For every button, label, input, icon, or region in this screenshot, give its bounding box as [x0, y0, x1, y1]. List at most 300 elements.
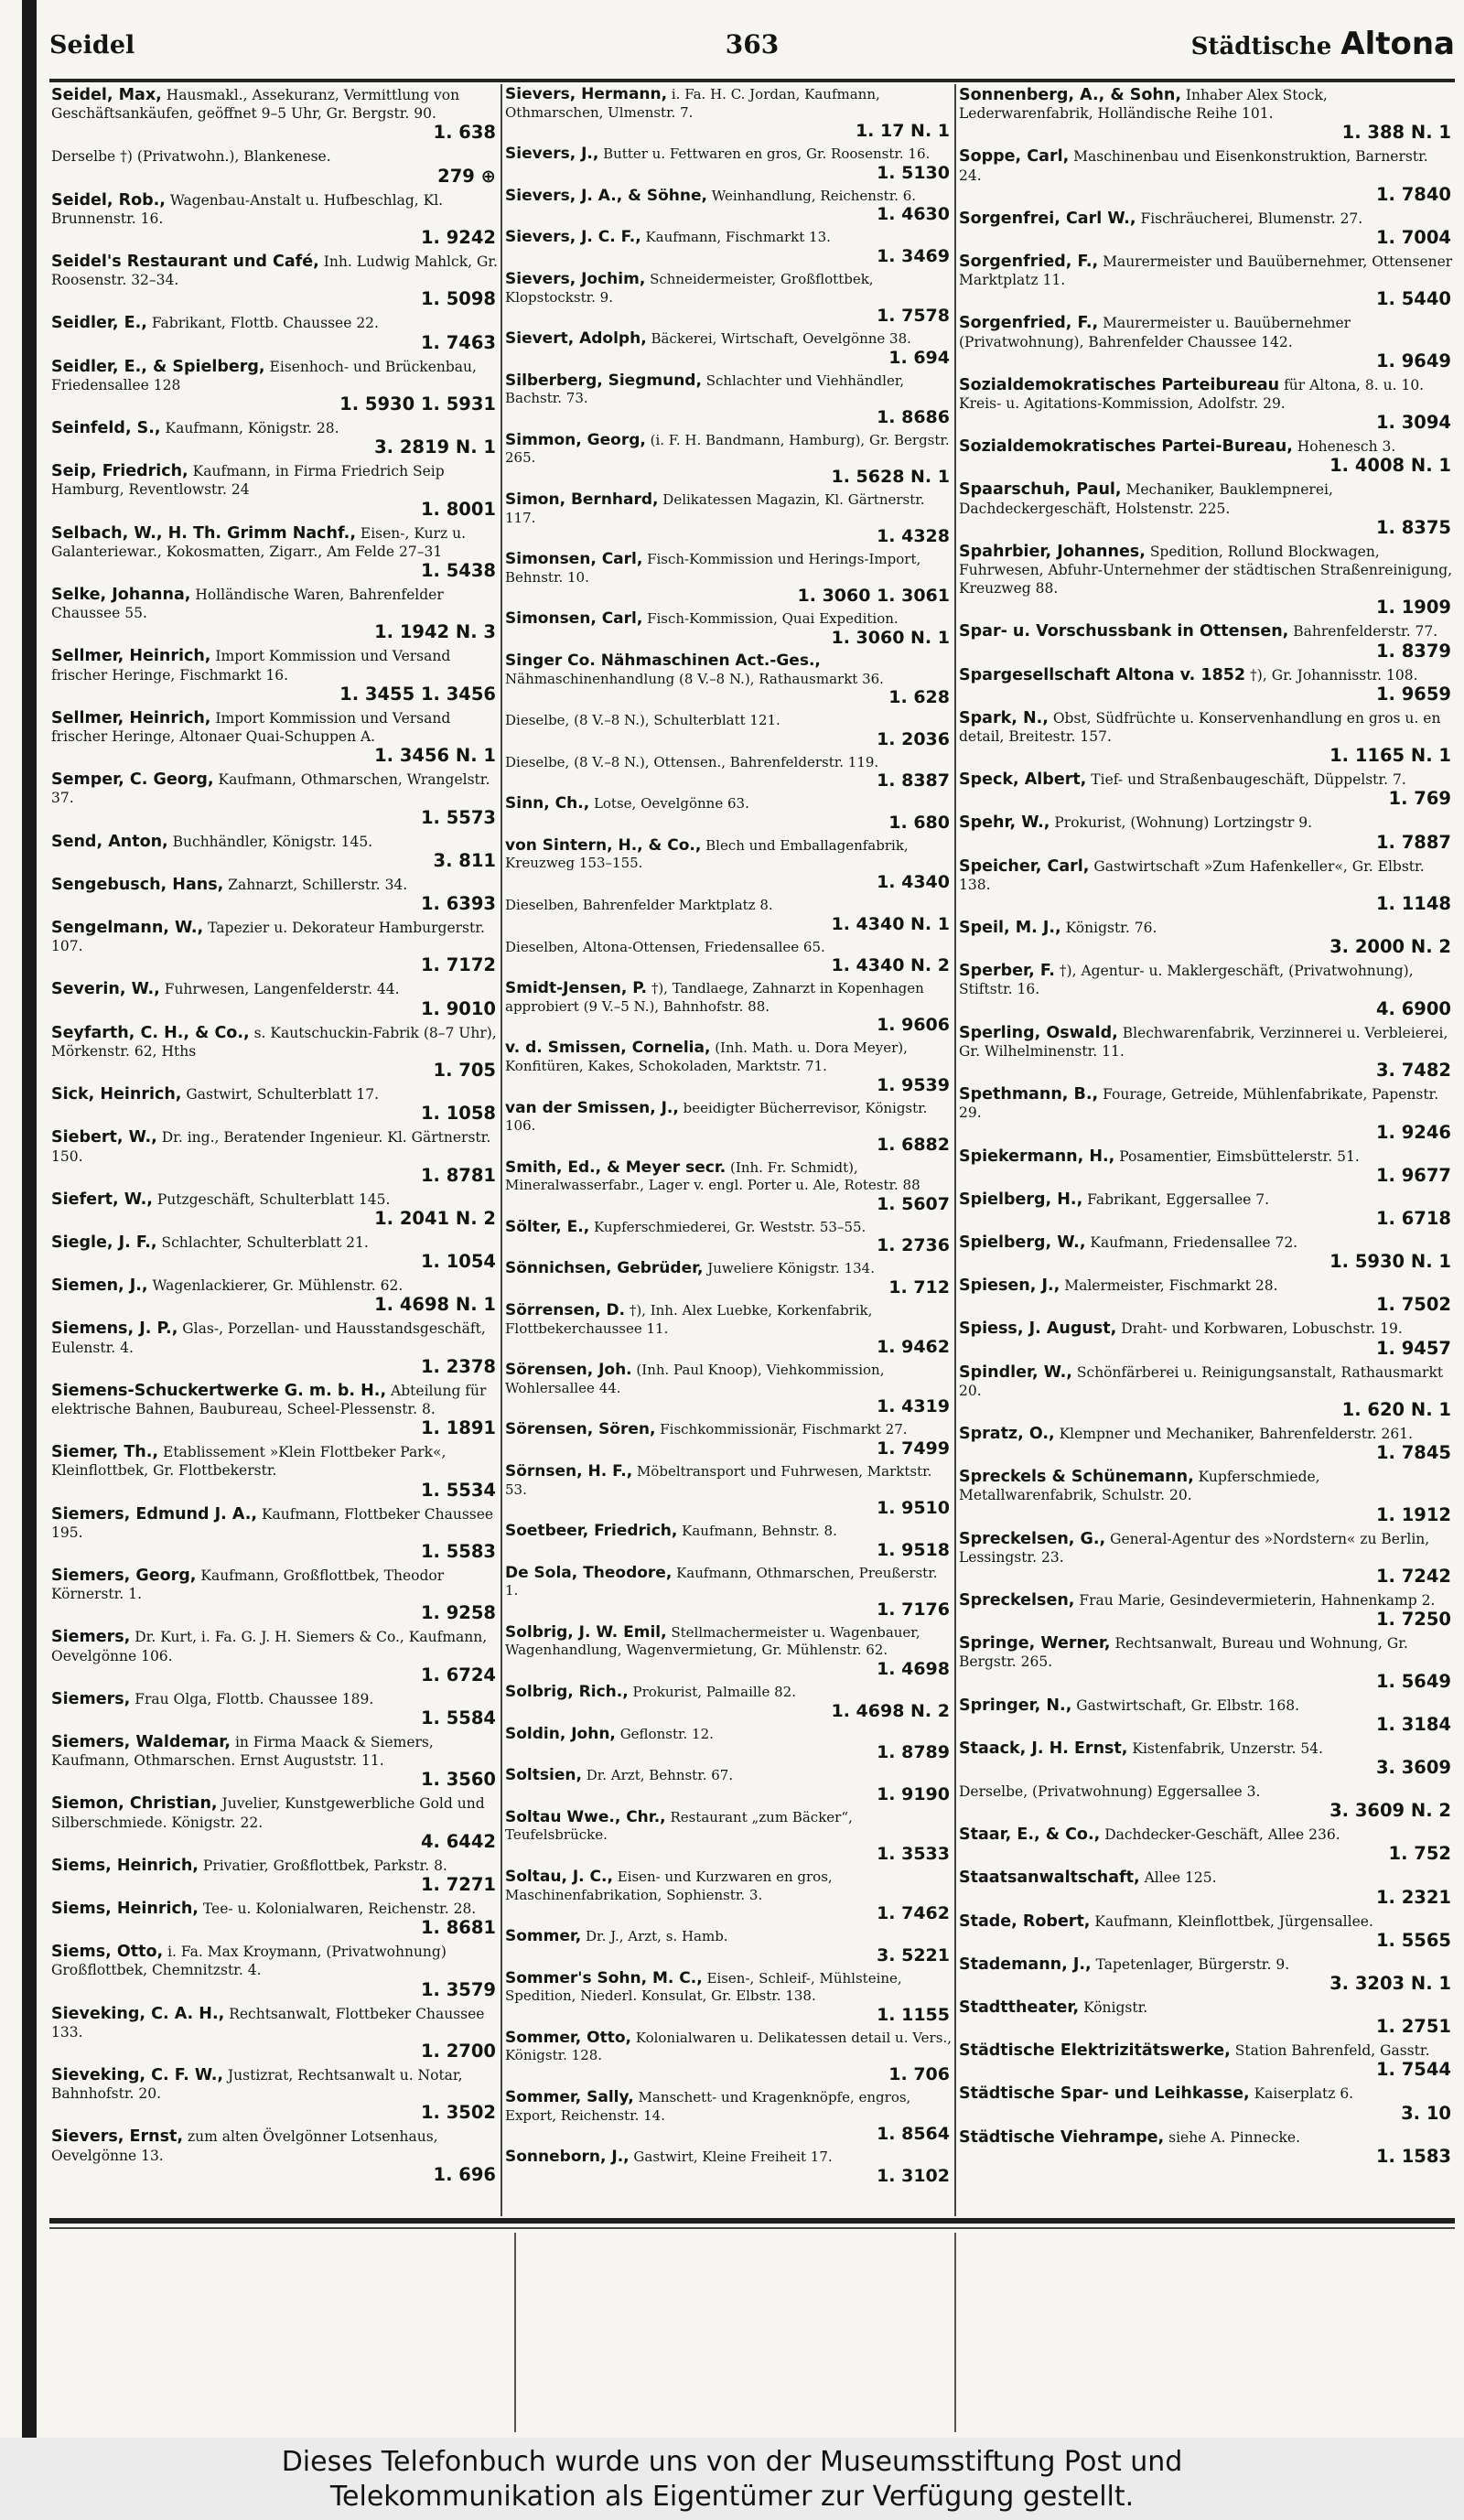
entry-name: Soetbeer, Friedrich,	[505, 1523, 678, 1541]
entry-name: Sieveking, C. F. W.,	[51, 2065, 223, 2084]
entry-detail: Dr. Kurt, i. Fa. G. J. H. Siemers & Co., Kaufmann, Oevelgönne 106.	[51, 1629, 488, 1664]
entry-phone-number: 1. 7242	[1375, 1565, 1451, 1587]
entry-detail: Dachdecker-Geschäft, Allee 236.	[1104, 1826, 1340, 1844]
directory-entry	[959, 480, 1455, 538]
entry-phone-number: 1. 1891	[420, 1417, 496, 1439]
entry-detail: Bäckerei, Wirtschaft, Oevelgönne 38.	[651, 330, 911, 348]
directory-entry	[51, 419, 500, 458]
entry-detail: Dieselben, Bahrenfelder Marktplatz 8.	[505, 897, 773, 913]
entry-phone-number: 1. 4630	[877, 204, 950, 225]
entry-name: Stadttheater,	[959, 1998, 1080, 2017]
entry-detail: General-Agentur des »Nordstern« zu Berlin, Lessingstr. 23.	[959, 1530, 1430, 1566]
entry-name: Sievers, J.,	[505, 145, 599, 164]
entry-detail: †), Inh. Alex Luebke, Korkenfabrik, Flottbekerchaussee 11.	[505, 1302, 873, 1337]
directory-entry	[505, 1767, 953, 1804]
entry-phone-number: 1. 5584	[420, 1707, 496, 1728]
entry-name: Siefert, W.,	[51, 1190, 153, 1209]
directory-entry	[505, 330, 953, 368]
entry-detail: Bahrenfelderstr. 77.	[1293, 623, 1438, 641]
entry-name: Solbrig, J. W. Emil,	[505, 1623, 667, 1642]
entry-name: Sommer's Sohn, M. C.,	[505, 1969, 703, 1987]
directory-entry	[959, 2084, 1455, 2123]
empty-column-divider	[954, 2233, 956, 2432]
entry-detail: Königstr.	[1083, 1998, 1148, 2016]
directory-entry	[959, 1634, 1455, 1692]
entry-phone-number: 1. 628	[888, 687, 950, 708]
entry-name: Spark, N.,	[959, 708, 1049, 727]
entry-name: Sellmer, Heinrich,	[51, 708, 211, 727]
entry-name: Siems, Otto,	[51, 1943, 164, 1962]
entry-phone-number: 1. 3579	[420, 1978, 496, 2000]
entry-detail: Maschinenbau und Eisenkonstruktion, Barnerstr. 24.	[959, 148, 1428, 184]
entry-detail: †), Agentur- u. Maklergeschäft, (Privatwohnung), Stiftstr. 16.	[959, 963, 1414, 998]
directory-entry	[959, 1591, 1455, 1630]
empty-column-divider	[514, 2233, 516, 2432]
entry-phone-number: 1. 7250	[1375, 1609, 1451, 1631]
directory-entry	[51, 1900, 500, 1938]
directory-entry	[51, 1233, 500, 1272]
entry-detail: Butter u. Fettwaren en gros, Gr. Roosenstr. 16.	[603, 145, 931, 163]
entry-detail: (i. F. H. Bandmann, Hamburg), Gr. Bergstr. 265.	[505, 431, 950, 467]
entry-phone-number: 1. 1942 N. 3	[374, 621, 496, 643]
entry-name: Spaarschuh, Paul,	[959, 480, 1122, 500]
entry-phone-number: 1. 9518	[877, 1539, 950, 1560]
entry-name: Spielberg, W.,	[959, 1233, 1086, 1252]
directory-entry	[51, 1733, 500, 1791]
entry-name: Seidler, E., & Spielberg,	[51, 357, 265, 376]
entry-detail: Fourage, Getreide, Mühlenfabrikate, Papenstr. 29.	[959, 1086, 1439, 1122]
directory-entry	[959, 813, 1455, 852]
entry-name: Spindler, W.,	[959, 1362, 1072, 1382]
directory-entry	[505, 1970, 953, 2026]
entry-detail: Gastwirtschaft »Zum Hafenkeller«, Gr. Elbstr. 138.	[959, 857, 1425, 893]
entry-phone-number: 1. 3102	[877, 2165, 950, 2186]
header-section	[1191, 26, 1455, 62]
directory-entry	[51, 462, 500, 520]
entry-phone-number: 1. 2736	[877, 1235, 950, 1256]
entry-name: Sievers, Jochim,	[505, 270, 646, 288]
entry-detail: s. Kautschuckin-Fabrik (8–7 Uhr), Mörkenstr. 62, Hths	[51, 1024, 497, 1060]
entry-phone-number: 1. 9457	[1375, 1337, 1451, 1359]
entry-phone-number: 1. 3533	[877, 1843, 950, 1864]
entry-name: Städtische Spar- und Leihkasse,	[959, 2084, 1250, 2104]
entry-name: Sengebusch, Hans,	[51, 875, 224, 894]
entry-detail: Schneidermeister, Großflottbek, Klopstockstr. 9.	[505, 270, 874, 306]
directory-entry	[959, 437, 1455, 476]
entry-phone-number: 3. 10	[1401, 2102, 1451, 2124]
entry-detail: Kaufmann, Othmarschen, Preußerstr. 1.	[505, 1564, 938, 1599]
entry-detail: Blech und Emballagenfabrik, Kreuzweg 153–155.	[505, 836, 909, 872]
entry-detail: Tapezier u. Dekorateur Hamburgerstr. 107.	[51, 920, 485, 955]
directory-entry	[959, 1085, 1455, 1143]
entry-detail: Gastwirtschaft, Gr. Elbstr. 168.	[1076, 1696, 1300, 1714]
header-rule	[49, 79, 1455, 82]
entry-phone-number: 1. 7502	[1375, 1294, 1451, 1316]
entry-name: Semper, C. Georg,	[51, 770, 214, 790]
entry-phone-number: 1. 5930 1. 5931	[339, 393, 496, 415]
directory-entry	[959, 1998, 1455, 2037]
directory-entry	[51, 770, 500, 828]
entry-name: Staar, E., & Co.,	[959, 1825, 1101, 1845]
entry-phone-number: 1. 8681	[420, 1917, 496, 1939]
entry-name: Simmon, Georg,	[505, 431, 646, 449]
entry-name: Sölter, E.,	[505, 1218, 590, 1236]
directory-entry	[505, 551, 953, 607]
entry-name: Simonsen, Carl,	[505, 610, 643, 629]
entry-name: Smidt-Jensen, P.	[505, 980, 648, 998]
directory-entry	[51, 1857, 500, 1895]
entry-phone-number: 1. 9010	[420, 997, 496, 1019]
entry-phone-number: 1. 4340	[877, 872, 950, 893]
entry-phone-number: 1. 8375	[1375, 516, 1451, 538]
entry-name: Sievers, J. A., & Söhne,	[505, 187, 707, 205]
directory-entry	[51, 253, 500, 310]
entry-name: Siebert, W.,	[51, 1128, 157, 1147]
directory-entry	[959, 210, 1455, 248]
entry-detail: Kaufmann, Othmarschen, Wrangelstr. 37.	[51, 771, 490, 807]
directory-entry	[959, 1233, 1455, 1272]
directory-entry	[51, 191, 500, 249]
directory-entry	[51, 1085, 500, 1124]
entry-phone-number: 3. 2000 N. 2	[1329, 936, 1451, 958]
entry-detail: Eisen-, Kurz u. Galanteriewar., Kokosmatten, Zigarr., Am Felde 27–31	[51, 524, 467, 560]
entry-name: Spehr, W.,	[959, 813, 1050, 833]
entry-detail: Holländische Waren, Bahrenfelder Chaussee 55.	[51, 587, 444, 622]
entry-phone-number: 1. 620 N. 1	[1341, 1398, 1451, 1420]
entry-name: Städtische Viehrampe,	[959, 2127, 1165, 2147]
entry-phone-number: 1. 5628 N. 1	[831, 467, 950, 488]
entry-phone-number: 1. 6724	[420, 1664, 496, 1685]
entry-phone-number: 1. 9190	[877, 1783, 950, 1804]
directory-entry	[51, 1443, 500, 1501]
entry-detail: Kaufmann, Kleinflottbek, Jürgensallee.	[1094, 1912, 1373, 1930]
directory-entry	[505, 1868, 953, 1924]
directory-entry	[959, 1696, 1455, 1735]
entry-name: Sozialdemokratisches Partei-Bureau,	[959, 437, 1293, 457]
entry-detail: Malermeister, Fischmarkt 28.	[1064, 1277, 1278, 1295]
entry-detail: Prokurist, (Wohnung) Lortzingstr 9.	[1054, 814, 1313, 832]
directory-entry	[51, 980, 500, 1018]
entry-phone-number: 1. 5583	[420, 1540, 496, 1562]
directory-entry	[51, 833, 500, 871]
entry-name: Sonnenberg, A., & Sohn,	[959, 86, 1181, 104]
entry-name: Spahrbier, Johannes,	[959, 542, 1146, 561]
entry-phone-number: 1. 7845	[1375, 1442, 1451, 1464]
entry-detail: Kupferschmiederei, Gr. Weststr. 53–55.	[593, 1218, 867, 1235]
header-first-entry: Seidel	[49, 31, 135, 59]
entry-name: Severin, W.,	[51, 980, 160, 999]
directory-entry	[51, 1690, 500, 1728]
directory-entry	[505, 1809, 953, 1865]
entry-phone-number: 1. 705	[433, 1060, 496, 1082]
directory-entry	[959, 1468, 1455, 1525]
entry-phone-number: 1. 4698 N. 2	[831, 1700, 950, 1721]
entry-detail: Klempner und Mechaniker, Bahrenfelderstr. 261.	[1059, 1425, 1414, 1442]
directory-entry	[505, 1159, 953, 1215]
entry-phone-number: 3. 2819 N. 1	[374, 436, 496, 458]
entry-name: Sörrensen, D.	[505, 1302, 626, 1319]
directory-entry	[51, 1943, 500, 2000]
directory-entry	[959, 857, 1455, 915]
entry-phone-number: 1. 4698 N. 1	[374, 1294, 496, 1316]
entry-name: Spargesellschaft Altona v. 1852	[959, 665, 1246, 684]
entry-name: Siemers, Georg,	[51, 1566, 197, 1585]
directory-entry	[51, 876, 500, 914]
entry-name: Seip, Friedrich,	[51, 462, 188, 481]
entry-phone-number: 1. 9659	[1375, 683, 1451, 705]
entry-detail: Posamentier, Eimsbüttelerstr. 51.	[1119, 1147, 1360, 1165]
entry-detail: Gastwirt, Schulterblatt 17.	[186, 1086, 380, 1104]
entry-detail: Kaufmann, Königstr. 28.	[165, 420, 339, 437]
entry-name: v. d. Smissen, Cornelia,	[505, 1039, 711, 1058]
entry-detail: Wagenlackierer, Gr. Mühlenstr. 62.	[152, 1277, 404, 1295]
directory-entry	[505, 897, 953, 934]
entry-name: Sozialdemokratisches Parteibureau	[959, 375, 1280, 394]
entry-phone-number: 1. 4340 N. 2	[831, 955, 950, 976]
entry-detail: Eisenhoch- und Brückenbau, Friedensallee 128	[51, 358, 477, 393]
directory-entry	[51, 1276, 500, 1315]
directory-entry	[51, 524, 500, 582]
entry-phone-number: 1. 3060 1. 3061	[797, 586, 950, 607]
directory-entry	[959, 1825, 1455, 1864]
directory-entry	[505, 652, 953, 708]
entry-phone-number: 1. 388 N. 1	[1341, 122, 1451, 144]
directory-entry	[505, 1523, 953, 1560]
entry-phone-number: 1. 7176	[877, 1599, 950, 1620]
entry-detail: Abteilung für elektrische Bahnen, Baubureau, Scheel-Plessenstr. 8.	[51, 1382, 487, 1417]
entry-name: Sievers, J. C. F.,	[505, 229, 641, 247]
entry-detail: Inhaber Alex Stock, Lederwarenfabrik, Holländische Reihe 101.	[959, 87, 1328, 123]
entry-detail: Dr. ing., Beratender Ingenieur. Kl. Gärtnerstr. 150.	[51, 1129, 491, 1165]
entry-name: Seyfarth, C. H., & Co.,	[51, 1023, 250, 1042]
directory-entry	[51, 647, 500, 705]
directory-entry	[505, 1463, 953, 1519]
entry-name: Sick, Heinrich,	[51, 1085, 182, 1104]
directory-entry	[505, 86, 953, 142]
entry-detail: Frau Marie, Gesindevermieterin, Hahnenkamp 2.	[1079, 1591, 1436, 1609]
entry-phone-number: 1. 3184	[1375, 1713, 1451, 1735]
entry-phone-number: 1. 6393	[420, 893, 496, 915]
entry-detail: †), Tandlaege, Zahnarzt in Kopenhagen approbiert (9 V.–5 N.), Bahnhofstr. 88.	[505, 980, 924, 1015]
header-section-sub: Städtische	[1190, 33, 1332, 60]
directory-entry	[959, 2128, 1455, 2167]
directory-entry	[959, 622, 1455, 661]
entry-phone-number: 1. 7544	[1375, 2059, 1451, 2081]
entry-name: Sievers, Ernst,	[51, 2127, 184, 2147]
entry-name: Sievert, Adolph,	[505, 330, 647, 349]
directory-entry	[505, 1726, 953, 1763]
entry-detail: Blechwarenfabrik, Verzinnerei u. Verbleierei, Gr. Wilhelminenstr. 11.	[959, 1024, 1448, 1060]
directory-entry	[959, 1782, 1455, 1821]
entry-name: Speil, M. J.,	[959, 919, 1061, 938]
entry-phone-number: 1. 7887	[1375, 831, 1451, 853]
entry-name: Send, Anton,	[51, 832, 168, 851]
entry-name: Städtische Elektrizitätswerke,	[959, 2041, 1231, 2061]
entry-detail: Rechtsanwalt, Bureau und Wohnung, Gr. Bergstr. 265.	[959, 1635, 1408, 1671]
entry-phone-number: 1. 2321	[1375, 1886, 1451, 1908]
entry-phone-number: 1. 2378	[420, 1355, 496, 1377]
entry-name: Seidler, E.,	[51, 314, 147, 333]
entry-name: Sommer,	[505, 1928, 582, 1946]
directory-entry	[51, 86, 500, 144]
entry-phone-number: 1. 9649	[1375, 350, 1451, 372]
entry-detail: Kaufmann, in Firma Friedrich Seip Hamburg, Reventlowstr. 24	[51, 463, 445, 499]
entry-detail: Hohenesch 3.	[1297, 438, 1396, 456]
entry-detail: Fuhrwesen, Langenfelderstr. 44.	[164, 981, 400, 998]
entry-name: Sorgenfried, F.,	[959, 253, 1099, 272]
entry-name: Speicher, Carl,	[959, 856, 1090, 876]
entry-phone-number: 4. 6442	[420, 1830, 496, 1852]
directory-entry	[505, 1928, 953, 1965]
entry-detail: Fabrikant, Flottb. Chaussee 22.	[151, 315, 379, 332]
entry-name: Soppe, Carl,	[959, 147, 1070, 167]
directory-entry	[959, 1319, 1455, 1358]
entry-phone-number: 1. 5534	[420, 1479, 496, 1501]
entry-phone-number: 1. 4698	[877, 1659, 950, 1680]
entry-name: Siegle, J. F.,	[51, 1233, 157, 1252]
entry-phone-number: 1. 3560	[420, 1769, 496, 1791]
entry-name: Siemers,	[51, 1628, 131, 1647]
entry-name: Spiesen, J.,	[959, 1276, 1060, 1296]
binding-spine	[22, 0, 37, 2438]
entry-phone-number: 1. 4319	[877, 1396, 950, 1417]
entry-detail: Dieselben, Altona-Ottensen, Friedensallee 65.	[505, 938, 825, 955]
entry-name: Siemers, Waldemar,	[51, 1732, 231, 1751]
entry-phone-number: 1. 6882	[877, 1134, 950, 1155]
entry-name: Sörensen, Sören,	[505, 1421, 656, 1439]
directory-entry	[959, 666, 1455, 705]
entry-name: Spethmann, B.,	[959, 1085, 1099, 1104]
entry-detail: Eisen- und Kurzwaren en gros, Maschinenfabrikation, Sophienstr. 3.	[505, 1868, 833, 1903]
entry-detail: Königstr. 76.	[1065, 920, 1157, 937]
entry-detail: Rechtsanwalt, Flottbeker Chaussee 133.	[51, 2005, 485, 2041]
entry-phone-number: 1. 17 N. 1	[855, 121, 950, 142]
entry-detail: Zahnarzt, Schillerstr. 34.	[228, 876, 408, 893]
entry-detail: Derselbe †) (Privatwohn.), Blankenese.	[51, 148, 331, 166]
entry-detail: Buchhändler, Königstr. 145.	[172, 833, 373, 850]
entry-name: Simonsen, Carl,	[505, 551, 643, 569]
entry-name: von Sintern, H., & Co.,	[505, 836, 702, 855]
entry-detail: Hausmakl., Assekuranz, Vermittlung von Geschäftsankäufen, geöffnet 9–5 Uhr, Gr. Bergstr. 90.	[51, 87, 460, 123]
directory-entry	[959, 770, 1455, 809]
entry-detail: i. Fa. Max Kroymann, (Privatwohnung) Großflottbek, Chemnitzstr. 4.	[51, 1944, 447, 1979]
entry-detail: Frau Olga, Flottb. Chaussee 189.	[135, 1690, 374, 1707]
entry-phone-number: 1. 7499	[877, 1438, 950, 1459]
entry-detail: (Inh. Paul Knoop), Viehkommission, Wohlersallee 44.	[505, 1362, 885, 1396]
directory-entry	[51, 2127, 500, 2185]
entry-phone-number: 1. 5607	[877, 1193, 950, 1214]
entry-detail: Glas-, Porzellan- und Hausstandsgeschäft, Eulenstr. 4.	[51, 1320, 486, 1356]
entry-name: Sörensen, Joh.	[505, 1362, 632, 1380]
entry-phone-number: 3. 3203 N. 1	[1329, 1972, 1451, 1994]
entry-name: Siemon, Christian,	[51, 1794, 218, 1814]
entry-detail: Kaufmann, Flottbeker Chaussee 195.	[51, 1505, 494, 1541]
entry-detail: Station Bahrenfeld, Gasstr.	[1234, 2042, 1430, 2060]
entry-name: Sengelmann, W.,	[51, 919, 204, 938]
entry-phone-number: 1. 9510	[877, 1498, 950, 1519]
entry-name: Sieveking, C. A. H.,	[51, 2004, 225, 2023]
entry-name: Spiekermann, H.,	[959, 1147, 1115, 1166]
directory-entry	[51, 147, 500, 186]
entry-phone-number: 1. 4328	[877, 526, 950, 547]
entry-detail: Tapetenlager, Bürgerstr. 9.	[1095, 1955, 1290, 1973]
directory-entry	[51, 314, 500, 352]
entry-phone-number: 1. 2751	[1375, 2016, 1451, 2038]
entry-detail: Maurermeister u. Bauübernehmer (Privatwohnung), Bahrenfelder Chaussee 142.	[959, 315, 1351, 350]
entry-phone-number: 3. 811	[433, 849, 496, 871]
column-2	[505, 86, 953, 2214]
entry-detail: Möbeltransport und Fuhrwesen, Marktstr. 53.	[505, 1462, 932, 1498]
entry-detail: Kaufmann, Großflottbek, Theodor Körnerstr. 1.	[51, 1567, 445, 1603]
entry-detail: †), Gr. Johannisstr. 108.	[1250, 666, 1418, 684]
entry-phone-number: 1. 5649	[1375, 1670, 1451, 1692]
entry-phone-number: 1. 5565	[1375, 1929, 1451, 1951]
entry-phone-number: 1. 2700	[420, 2040, 496, 2062]
entry-detail: Juweliere Königstr. 134.	[707, 1260, 875, 1277]
entry-detail: Spedition, Rollund Blockwagen, Fuhrwesen, Abfuhr-Unternehmer der städtischen Straßenreinigung, Kreuzweg 88.	[959, 543, 1453, 598]
entry-detail: Fisch-Kommission, Quai Expedition.	[647, 610, 899, 628]
entry-phone-number: 1. 1148	[1375, 893, 1451, 915]
entry-detail: (Inh. Fr. Schmidt), Mineralwasserfabr., Lager v. engl. Porter u. Ale, Rotestr. 88	[505, 1158, 920, 1194]
directory-entry	[51, 2005, 500, 2062]
entry-name: Staack, J. H. Ernst,	[959, 1739, 1128, 1758]
entry-name: Smith, Ed., & Meyer secr.	[505, 1158, 727, 1177]
entry-name: Soltau, J. C.,	[505, 1868, 613, 1886]
entry-phone-number: 1. 1054	[420, 1251, 496, 1273]
entry-phone-number: 279 ⊕	[437, 165, 496, 187]
directory-entry	[51, 1128, 500, 1186]
entry-detail: Wagenbau-Anstalt u. Hufbeschlag, Kl. Brunnenstr. 16.	[51, 191, 444, 227]
entry-name: Seinfeld, S.,	[51, 419, 161, 438]
directory-entry	[959, 1276, 1455, 1315]
entry-name: Siems, Heinrich,	[51, 1899, 199, 1918]
entry-name: Siemers,	[51, 1689, 131, 1708]
entry-name: Selbach, W., H. Th. Grimm Nachf.,	[51, 523, 356, 543]
directory-entry	[505, 491, 953, 547]
entry-detail: i. Fa. H. C. Jordan, Kaufmann, Othmarschen, Ulmenstr. 7.	[505, 86, 880, 121]
entry-detail: Fischkommissionär, Fischmarkt 27.	[660, 1421, 908, 1438]
directory-entry	[959, 147, 1455, 205]
directory-entry	[51, 1024, 500, 1082]
directory-entry	[505, 1565, 953, 1621]
entry-detail: Kaufmann, Behnstr. 8.	[682, 1523, 837, 1540]
entry-detail: (Inh. Math. u. Dora Meyer), Konfitüren, Kakes, Schokoladen, Marktstr. 71.	[505, 1039, 908, 1074]
entry-name: Sommer, Otto,	[505, 2029, 631, 2047]
entry-phone-number: 1. 9462	[877, 1337, 950, 1358]
directory-entry	[505, 145, 953, 183]
entry-name: Sönnichsen, Gebrüder,	[505, 1260, 704, 1278]
entry-name: Sorgenfrei, Carl W.,	[959, 209, 1136, 228]
entry-phone-number: 1. 5130	[877, 162, 950, 183]
entry-phone-number: 1. 2036	[877, 728, 950, 749]
entry-phone-number: 1. 696	[433, 2163, 496, 2185]
directory-entry	[505, 1100, 953, 1156]
entry-name: Spratz, O.,	[959, 1424, 1055, 1443]
entry-detail: Etablissement »Klein Flottbeker Park«, Kleinflottbek, Gr. Flottbekerstr.	[51, 1444, 447, 1480]
directory-entry	[505, 2089, 953, 2145]
entry-name: Stademann, J.,	[959, 1955, 1092, 1974]
bottom-rule-thin	[49, 2227, 1455, 2229]
directory-entry	[505, 432, 953, 488]
entry-phone-number: 1. 706	[888, 2064, 950, 2085]
directory-entry	[959, 314, 1455, 372]
entry-detail: Kaufmann, Fischmarkt 13.	[645, 229, 831, 246]
entry-detail: Import Kommission und Versand frischer Heringe, Altonaer Quai-Schuppen A.	[51, 709, 451, 746]
entry-name: Springer, N.,	[959, 1696, 1072, 1715]
entry-phone-number: 1. 712	[888, 1277, 950, 1298]
directory-entry	[51, 2066, 500, 2124]
header-section-title: Altona	[1340, 26, 1455, 62]
